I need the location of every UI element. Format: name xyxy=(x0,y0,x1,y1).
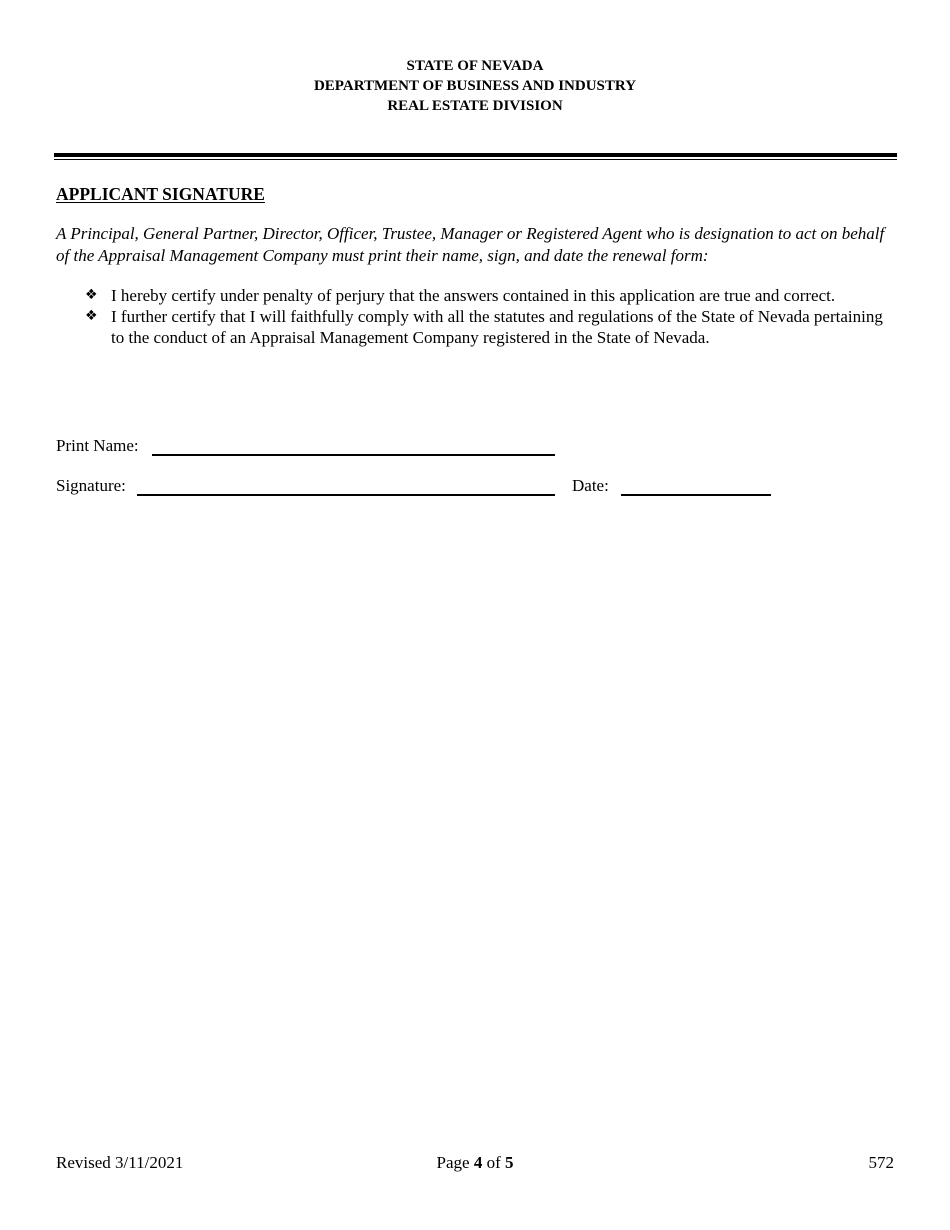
four-diamond-bullet-icon: ❖ xyxy=(85,287,98,303)
header-state: STATE OF NEVADA xyxy=(406,58,544,74)
revised-date: Revised 3/11/2021 xyxy=(56,1153,184,1172)
date-field[interactable] xyxy=(621,494,771,496)
list-item xyxy=(56,285,896,306)
page-prefix: Page xyxy=(436,1153,470,1172)
page-number xyxy=(0,1152,950,1174)
page-current: 4 xyxy=(473,1153,483,1172)
header-divider-thin xyxy=(54,159,897,160)
date-label: Date: xyxy=(572,476,609,495)
certification-list xyxy=(56,285,896,348)
signature-field[interactable] xyxy=(137,494,555,496)
form-number: 572 xyxy=(868,1153,894,1172)
print-name-field[interactable] xyxy=(152,454,555,456)
list-item xyxy=(56,306,896,348)
certification-text: I further certify that I will faithfully comply with all the statutes and regulations of the State of Nevada pertaining to the conduct of an Appraisal Management Company registered in the State of Nevada. xyxy=(111,307,883,347)
section-title: APPLICANT SIGNATURE xyxy=(56,184,265,204)
four-diamond-bullet-icon: ❖ xyxy=(85,308,98,324)
page-of: of xyxy=(486,1153,501,1172)
document-header xyxy=(0,56,950,116)
header-department: DEPARTMENT OF BUSINESS AND INDUSTRY xyxy=(313,78,637,94)
header-divider-thick xyxy=(54,153,897,157)
page-total: 5 xyxy=(504,1153,514,1172)
print-name-label: Print Name: xyxy=(56,436,139,455)
signature-label: Signature: xyxy=(56,476,126,495)
certification-text: I hereby certify under penalty of perjury that the answers contained in this application are true and correct. xyxy=(111,286,836,305)
header-division: REAL ESTATE DIVISION xyxy=(387,98,563,114)
intro-paragraph: A Principal, General Partner, Director, Officer, Trustee, Manager or Registered Agent who is designation to act on behalf of the Appraisal Management Company must print their name, sign, and date the renewal form: xyxy=(56,224,885,265)
